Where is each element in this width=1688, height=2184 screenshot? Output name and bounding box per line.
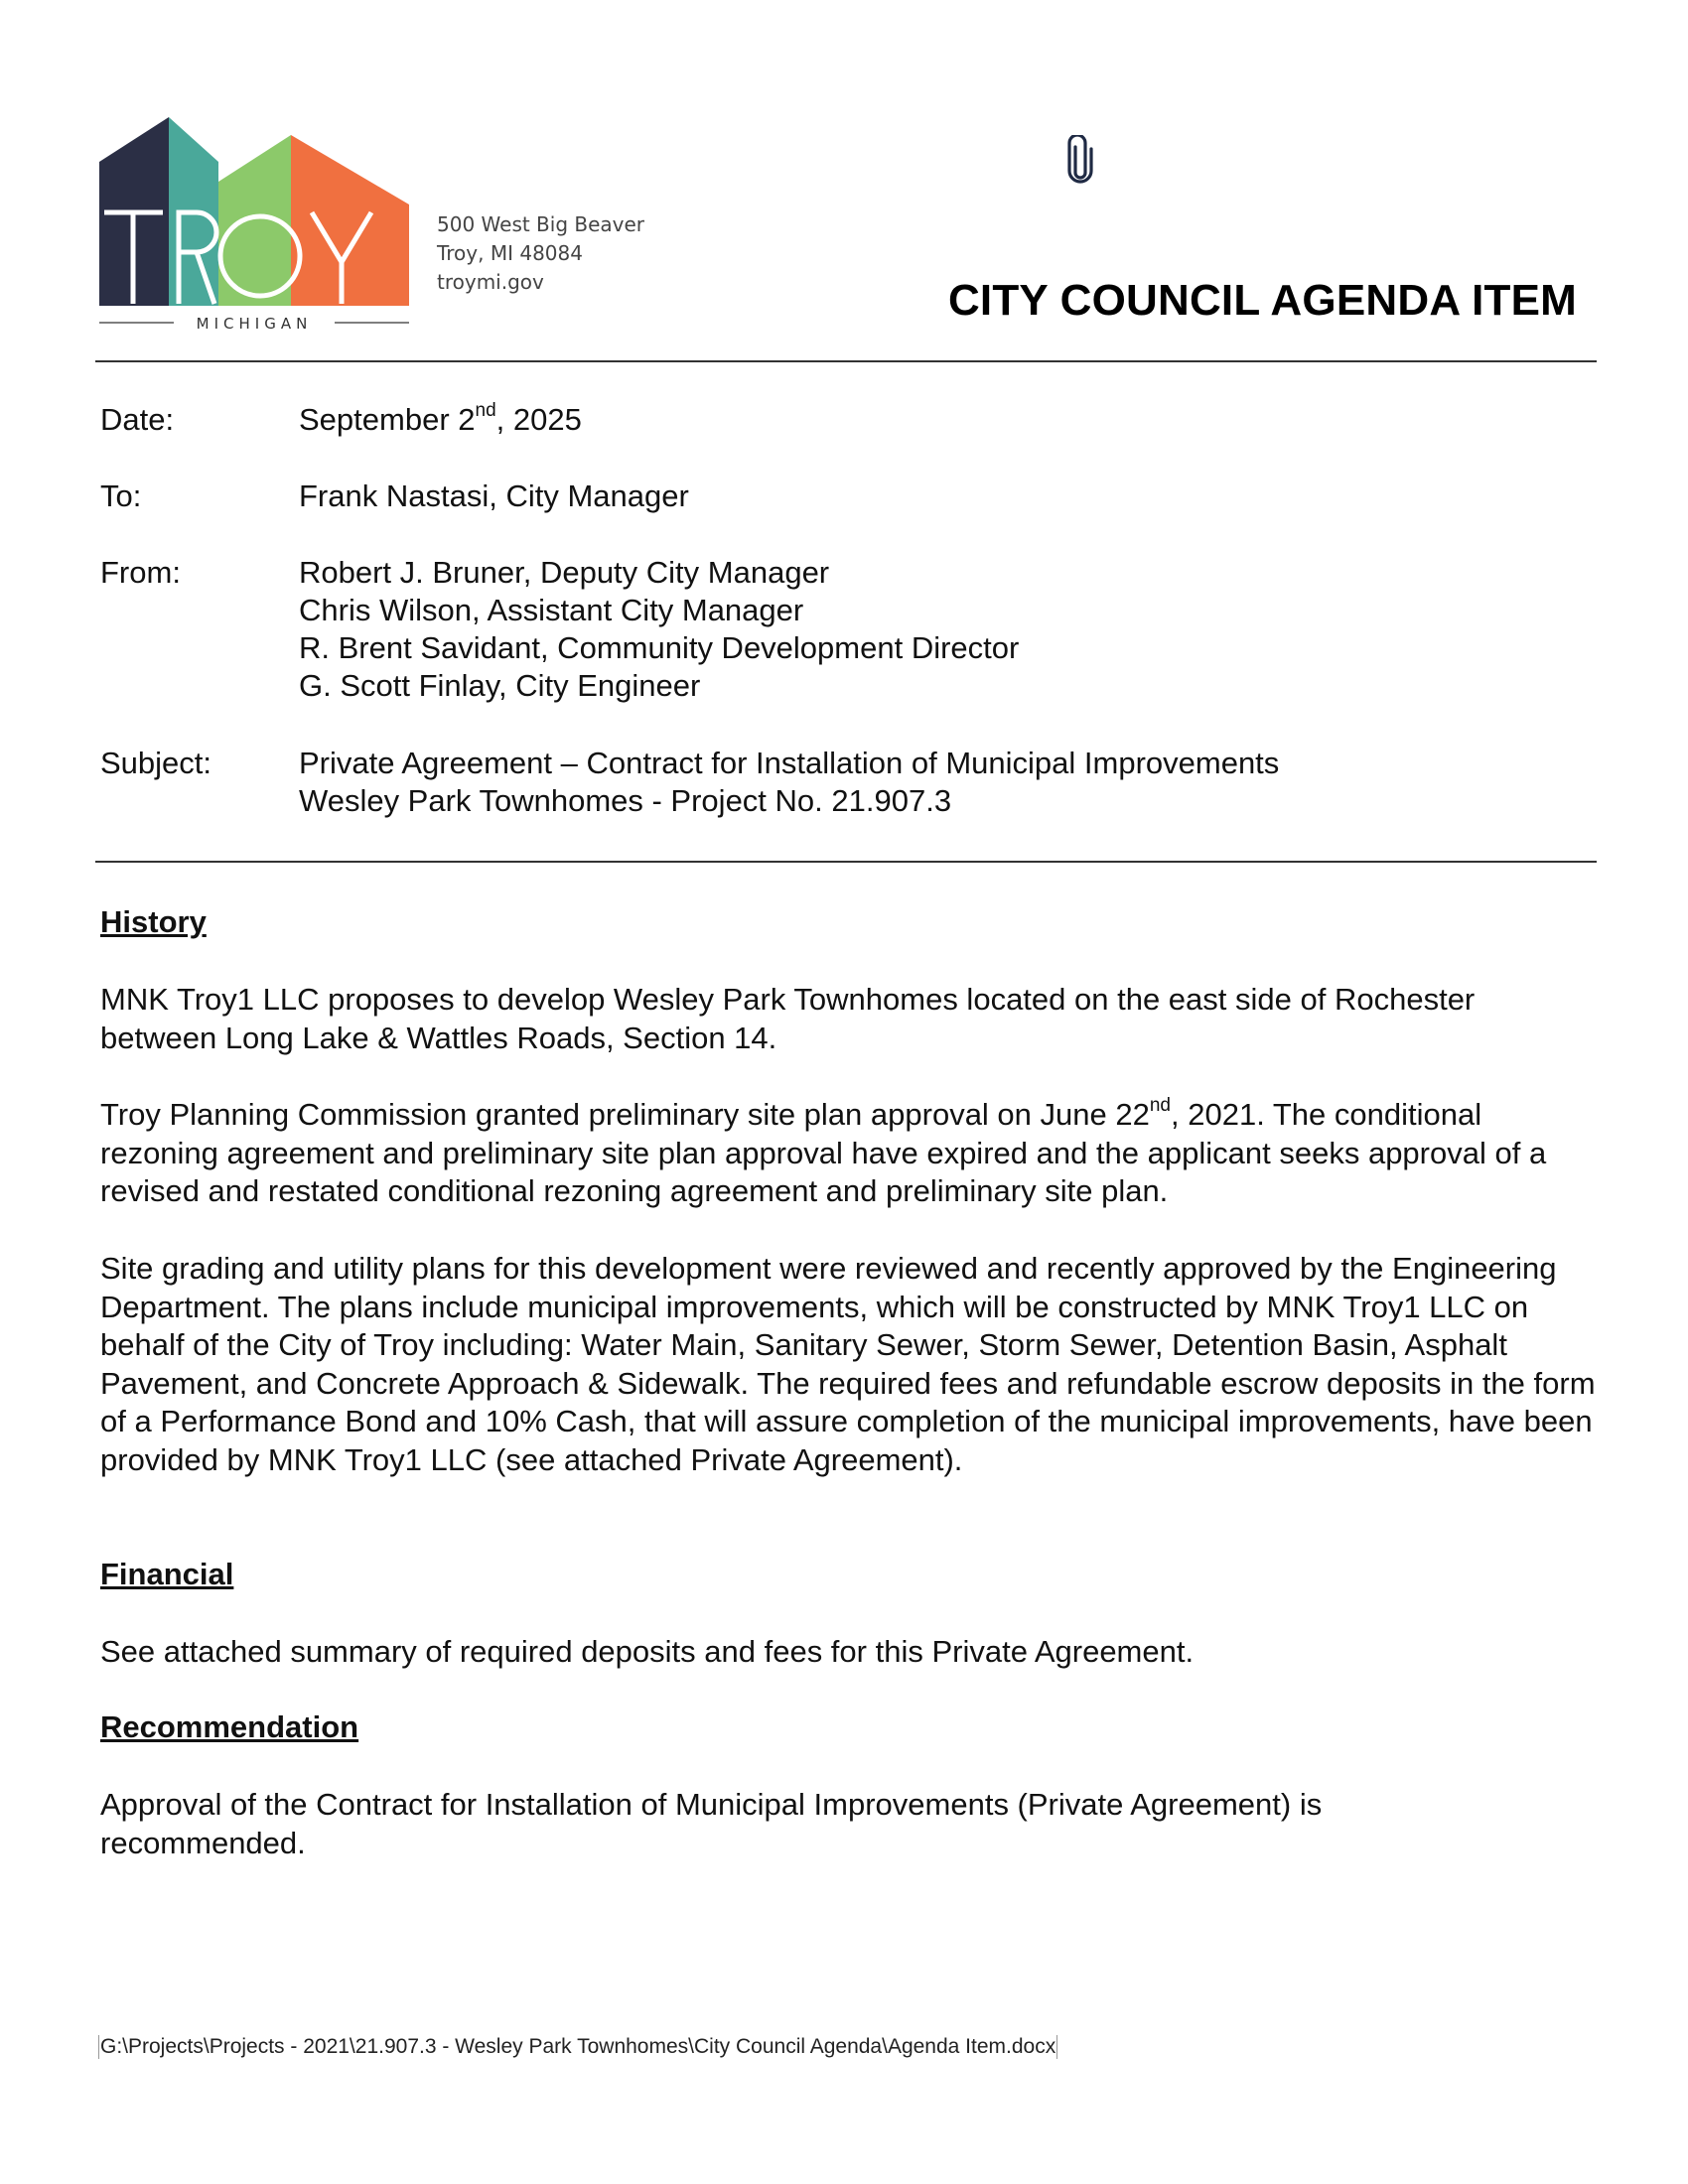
address-line-2: Troy, MI 48084 bbox=[437, 241, 583, 265]
header-divider bbox=[95, 360, 1597, 362]
date-value: September 2nd, 2025 bbox=[299, 400, 582, 437]
recommendation-text: Approval of the Contract for Installation of Municipal Improvements (Private Agreement) is recommended. bbox=[100, 1787, 1323, 1860]
history-heading: History bbox=[100, 904, 207, 939]
from-line: G. Scott Finlay, City Engineer bbox=[299, 668, 701, 703]
from-line: Robert J. Bruner, Deputy City Manager bbox=[299, 555, 830, 590]
history-paragraph-1: MNK Troy1 LLC proposes to develop Wesley Park Townhomes located on the east side of Rochester between Long Lake & Wattles Roads, Section 14. bbox=[100, 982, 1476, 1055]
file-path-footer: G:\Projects\Projects - 2021\21.907.3 - Wesley Park Townhomes\City Council Agenda\Agenda Item.docx bbox=[100, 2035, 1056, 2058]
subject-line: Private Agreement – Contract for Installation of Municipal Improvements bbox=[299, 746, 1280, 780]
page-title: CITY COUNCIL AGENDA ITEM bbox=[947, 276, 1577, 325]
subject-line: Wesley Park Townhomes - Project No. 21.907.3 bbox=[299, 783, 952, 818]
recommendation-heading: Recommendation bbox=[100, 1709, 359, 1744]
from-line: R. Brent Savidant, Community Development Director bbox=[299, 630, 1020, 665]
date-label: Date: bbox=[100, 402, 175, 437]
logo-subtext: MICHIGAN bbox=[196, 315, 313, 331]
from-label: From: bbox=[100, 555, 181, 590]
website-link[interactable]: troymi.gov bbox=[437, 270, 544, 294]
history-paragraph-2: Troy Planning Commission granted preliminary site plan approval on June 22nd, 2021. The conditional rezoning agreement and preliminary site plan approval have expired and the applicant seeks approval of a revised and restated conditional rezoning agreement and preliminary site plan. bbox=[100, 1095, 1547, 1208]
financial-heading: Financial bbox=[100, 1557, 234, 1591]
subject-values bbox=[299, 745, 1279, 820]
history-paragraph-3: Site grading and utility plans for this development were reviewed and recently approved by the Engineering Department. The plans include municipal improvements, which will be constructed by MNK Troy1 LLC on behalf of the City of Troy including: Water Main, Sanitary Sewer, Storm Sewer, Detention Basin, Asphalt Pavement, and Concrete Approach & Sidewalk. The required fees and refundable escrow deposits in the form of a Performance Bond and 10% Cash, that will assure completion of the municipal improvements, have been provided by MNK Troy1 LLC (see attached Private Agreement). bbox=[100, 1251, 1596, 1477]
troy-logo bbox=[99, 117, 409, 331]
to-value: Frank Nastasi, City Manager bbox=[299, 478, 689, 513]
from-values bbox=[299, 554, 1019, 705]
from-line: Chris Wilson, Assistant City Manager bbox=[299, 593, 804, 627]
paperclip-icon[interactable] bbox=[1067, 135, 1093, 185]
address-line-1: 500 West Big Beaver bbox=[437, 212, 645, 236]
subject-label: Subject: bbox=[100, 746, 212, 780]
to-label: To: bbox=[100, 478, 142, 513]
city-address bbox=[437, 210, 644, 297]
memo-divider bbox=[95, 861, 1597, 863]
financial-text: See attached summary of required deposits and fees for this Private Agreement. bbox=[100, 1634, 1195, 1669]
